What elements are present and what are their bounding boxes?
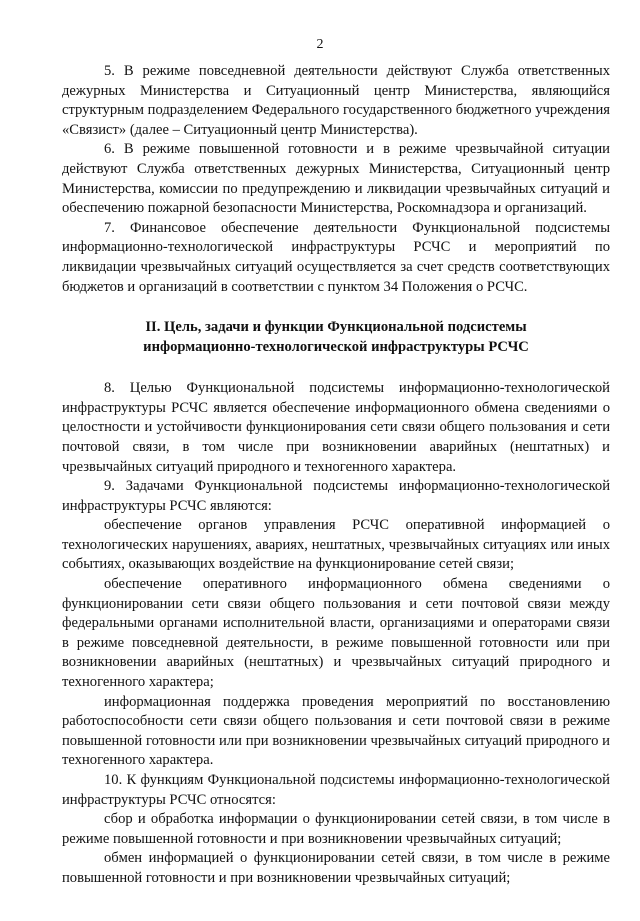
paragraph-9: 9. Задачами Функциональной подсистемы информационно-технологической инфраструктуры РСЧС являются:	[62, 478, 610, 514]
paragraph-9-item-2: обеспечение оперативного информационного обмена сведениями о функционировании сети связи общего пользования и сети почтовой связи между федеральными органами исполнительной власти, организациями и операторами связи в режиме повседневной деятельности, в режиме повышенной готовности или при возникновении аварийных (нештатных) и чрезвычайных ситуаций природного и техногенного характера;	[62, 576, 610, 691]
paragraph-9-item-3: информационная поддержка проведения мероприятий по восстановлению работоспособности сети связи общего пользования и сети почтовой связи в режиме повышенной готовности или при возникновении чрезвычайных ситуаций природного и техногенного характера.	[62, 693, 610, 769]
paragraph-8: 8. Целью Функциональной подсистемы информационно-технологической инфраструктуры РСЧС является обеспечение информационного обмена сведениями о целостности и устойчивости функционирования сети связи общего пользования и сети почтовой связи, в том числе при возникновении аварийных (нештатных) и чрезвычайных ситуаций природного и техногенного характера.	[62, 380, 610, 475]
paragraph-6: 6. В режиме повышенной готовности и в режиме чрезвычайной ситуации действуют Служба ответственных дежурных Министерства, Ситуационный центр Министерства, комиссии по предупреждению и ликвидации чрезвычайных ситуаций и обеспечению пожарной безопасности Министерства, Роскомнадзора и организаций.	[62, 141, 610, 217]
paragraph-10: 10. К функциям Функциональной подсистемы информационно-технологической инфраструктуры РСЧС относятся:	[62, 772, 610, 808]
page-number: 2	[316, 37, 324, 52]
paragraph-7: 7. Финансовое обеспечение деятельности Функциональной подсистемы информационно-технологической инфраструктуры РСЧС и мероприятий по ликвидации чрезвычайных ситуаций осуществляется за счет средств соответствующих бюджетов и организаций в соответствии с пунктом 34 Положения о РСЧС.	[62, 219, 610, 295]
paragraph-10-item-1: сбор и обработка информации о функционировании сетей связи, в том числе в режиме повышенной готовности и при возникновении чрезвычайных ситуаций;	[62, 811, 610, 847]
paragraph-10-item-2: обмен информацией о функционировании сетей связи, в том числе в режиме повышенной готовности и при возникновении чрезвычайных ситуаций;	[62, 850, 610, 886]
paragraph-5: 5. В режиме повседневной деятельности действуют Служба ответственных дежурных Министерства и Ситуационный центр Министерства, являющийся структурным подразделением Федерального государственного бюджетного учреждения «Связист» (далее – Ситуационный центр Министерства).	[62, 63, 610, 138]
section-heading-line-2: информационно-технологической инфраструктуры РСЧС	[143, 339, 529, 356]
paragraph-9-item-1: обеспечение органов управления РСЧС оперативной информацией о технологических нарушениях, авариях, нештатных, чрезвычайных ситуациях или иных событиях, оказывающих воздействие на функционирование сетей связи;	[62, 517, 610, 573]
section-heading	[62, 317, 610, 357]
section-heading-line-1: II. Цель, задачи и функции Функциональной подсистемы	[145, 319, 527, 336]
document-body	[62, 62, 610, 889]
